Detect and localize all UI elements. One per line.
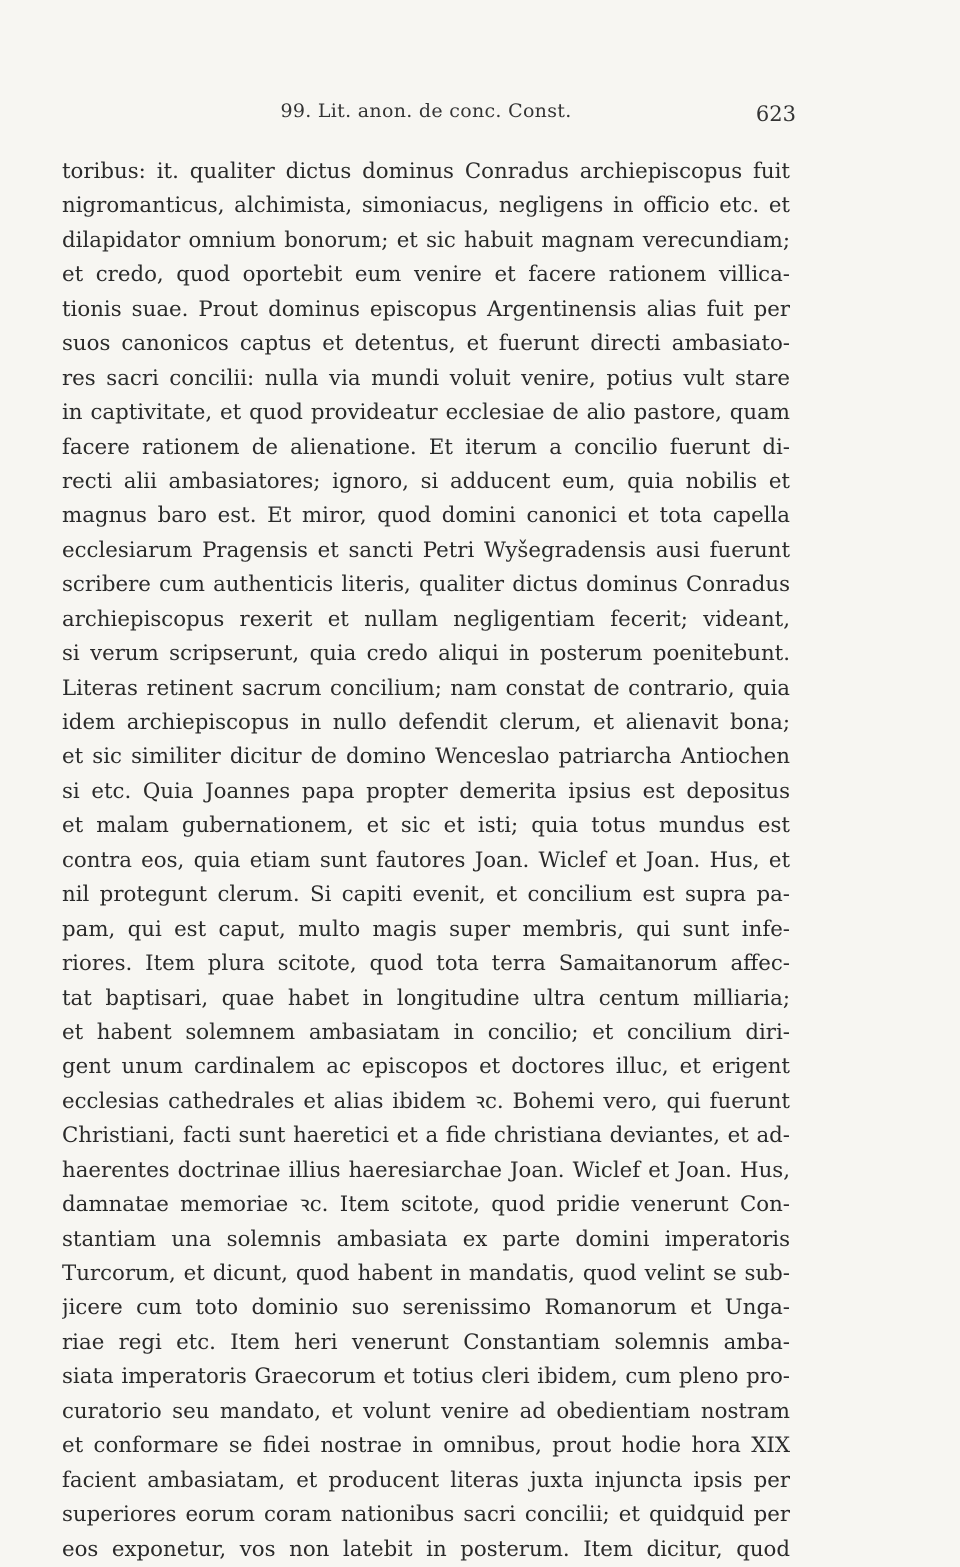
text-line: nil protegunt clerum. Si capiti evenit, et concilium est supra pa- xyxy=(62,882,790,908)
text-line: contra eos, quia etiam sunt fautores Joan. Wiclef et Joan. Hus, et xyxy=(62,847,790,873)
text-line: nigromanticus, alchimista, simoniacus, negligens in officio etc. et xyxy=(62,193,790,219)
text-line: riores. Item plura scitote, quod tota terra Samaitanorum affec- xyxy=(62,951,790,977)
text-line: curatorio seu mandato, et volunt venire ad obedientiam nostram xyxy=(62,1398,790,1424)
text-line: facient ambasiatam, et producent literas juxta injuncta ipsis per xyxy=(62,1467,790,1493)
text-line: siata imperatoris Graecorum et totius cleri ibidem, cum pleno pro- xyxy=(62,1364,790,1390)
text-line: et malam gubernationem, et sic et isti; quia totus mundus est xyxy=(62,813,790,839)
text-line: damnatae memoriae ꝛc. Item scitote, quod pridie venerunt Con- xyxy=(62,1192,790,1218)
text-line: tat baptisari, quae habet in longitudine ultra centum milliaria; xyxy=(62,985,790,1011)
text-line: et credo, quod oportebit eum venire et facere rationem villica- xyxy=(62,262,790,288)
body-text xyxy=(62,155,790,1567)
text-line: Christiani, facti sunt haeretici et a fide christiana deviantes, et ad- xyxy=(62,1123,790,1149)
text-line: riae regi etc. Item heri venerunt Constantiam solemnis amba- xyxy=(62,1329,790,1355)
text-line: si verum scripserunt, quia credo aliqui in posterum poenitebunt. xyxy=(62,641,790,667)
text-line: eos exponetur, vos non latebit in posterum. Item dicitur, quod xyxy=(62,1536,790,1562)
text-line: stantiam una solemnis ambasiata ex parte domini imperatoris xyxy=(62,1226,790,1252)
text-line: magnus baro est. Et miror, quod domini canonici et tota capella xyxy=(62,503,790,529)
text-line: ecclesias cathedrales et alias ibidem ꝛc. Bohemi vero, qui fuerunt xyxy=(62,1088,790,1114)
text-line: Turcorum, et dicunt, quod habent in mandatis, quod velint se sub- xyxy=(62,1261,790,1286)
text-line: archiepiscopus rexerit et nullam negligentiam fecerit; videant, xyxy=(62,606,790,632)
text-line: facere rationem de alienatione. Et iterum a concilio fuerunt di- xyxy=(62,434,790,460)
text-line: gent unum cardinalem ac episcopos et doctores illuc, et erigent xyxy=(62,1054,790,1080)
text-line: scribere cum authenticis literis, qualiter dictus dominus Conradus xyxy=(62,572,790,598)
text-line: et sic similiter dicitur de domino Wenceslao patriarcha Antiochen xyxy=(62,744,790,770)
text-line: res sacri concilii: nulla via mundi voluit venire, potius vult stare xyxy=(62,365,790,391)
text-line: in captivitate, et quod provideatur ecclesiae de alio pastore, quam xyxy=(62,400,790,426)
text-line: ecclesiarum Pragensis et sancti Petri Wyšegradensis ausi fuerunt xyxy=(62,537,790,563)
running-header xyxy=(60,100,796,134)
text-line: si etc. Quia Joannes papa propter demerita ipsius est depositus xyxy=(62,778,790,804)
text-line: pam, qui est caput, multo magis super membris, qui sunt infe- xyxy=(62,916,790,942)
running-title: 99. Lit. anon. de conc. Const. xyxy=(280,100,572,122)
text-line: et habent solemnem ambasiatam in concilio; et concilium diri- xyxy=(62,1019,790,1045)
text-line: recti alii ambasiatores; ignoro, si adducent eum, quia nobilis et xyxy=(62,468,790,494)
text-line: suos canonicos captus et detentus, et fuerunt directi ambasiato- xyxy=(62,331,790,357)
text-line: jicere cum toto dominio suo serenissimo Romanorum et Unga- xyxy=(62,1295,790,1321)
text-line: haerentes doctrinae illius haeresiarchae Joan. Wiclef et Joan. Hus, xyxy=(62,1157,790,1183)
page-number: 623 xyxy=(755,102,796,126)
text-line: toribus: it. qualiter dictus dominus Conradus archiepiscopus fuit xyxy=(62,159,790,184)
text-line: tionis suae. Prout dominus episcopus Argentinensis alias fuit per xyxy=(62,296,790,322)
text-line: Literas retinent sacrum concilium; nam constat de contrario, quia xyxy=(62,675,790,701)
text-line: superiores eorum coram nationibus sacri concilii; et quidquid per xyxy=(62,1502,790,1528)
text-line: et conformare se fidei nostrae in omnibus, prout hodie hora XIX xyxy=(62,1433,790,1459)
text-line: idem archiepiscopus in nullo defendit clerum, et alienavit bona; xyxy=(62,710,790,735)
text-line: dilapidator omnium bonorum; et sic habuit magnam verecundiam; xyxy=(62,227,790,253)
